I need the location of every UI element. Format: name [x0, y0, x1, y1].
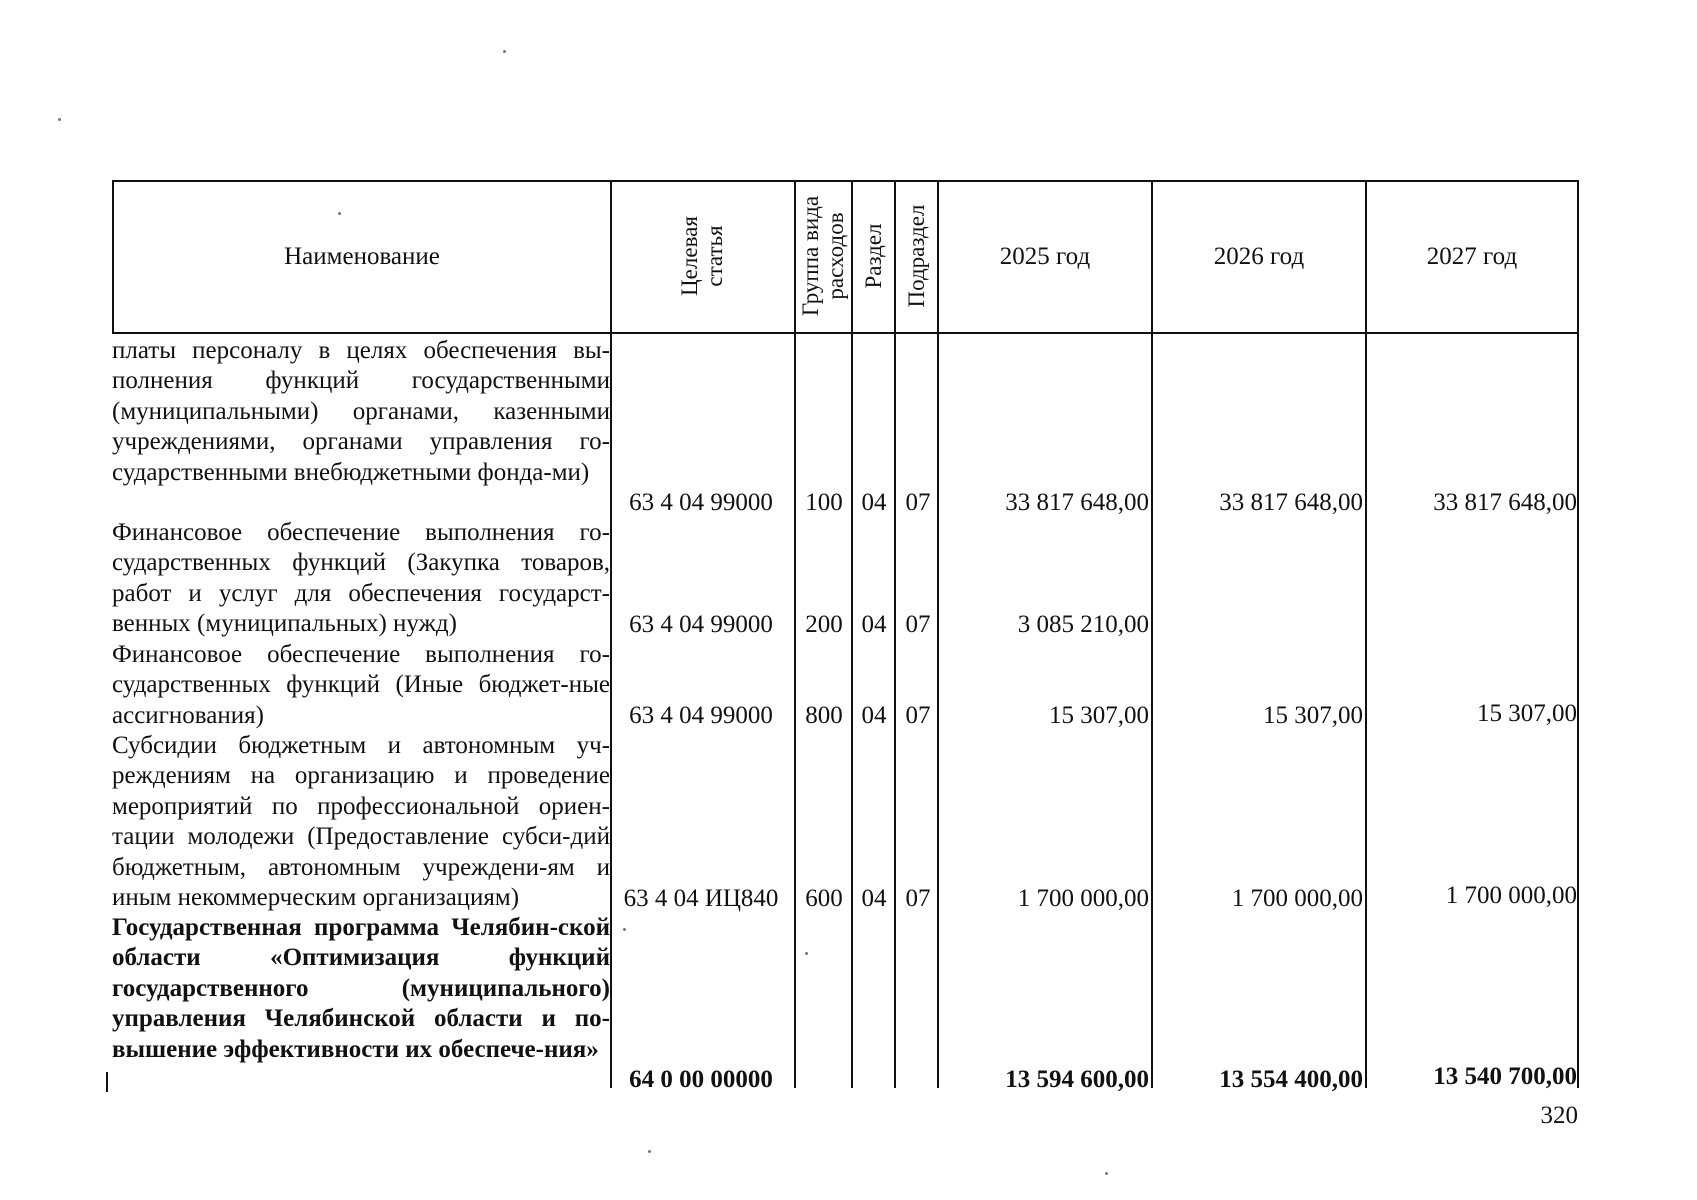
row-3-section: 04	[861, 702, 887, 729]
scan-speck	[623, 928, 626, 931]
page-number: 320	[1540, 1102, 1578, 1129]
scan-speck	[648, 1150, 651, 1153]
row-3-name: Финансовое обеспечение выполнения го-сударственных функций (Иные бюджет-ные ассигнования)	[112, 641, 610, 729]
row-1-y2025: 33 817 648,00	[1005, 489, 1149, 516]
row-5-y2026: 13 554 400,00	[1219, 1066, 1363, 1093]
row-1-section: 04	[861, 489, 887, 516]
header-target-article-text: Целевая статья	[677, 216, 727, 296]
header-target-article	[662, 196, 742, 316]
row-4-section: 04	[861, 885, 887, 912]
row-1-group: 100	[805, 489, 843, 516]
row-1-name: платы персоналу в целях обеспечения вы-полнения функций государственными (муниципальными) органами, казенными учреждениями, органами управления го-сударственными внебюджетными фонда-ми)	[112, 337, 610, 486]
scan-speck	[1105, 1172, 1108, 1175]
row-4-name: Субсидии бюджетным и автономным уч-реждениям на организацию и проведение мероприятий по профессиональной ориен-тации молодежи (Предоставление субси-дий бюджетным, автономным учреждени-ям и иным некоммерческим организациям)	[112, 732, 610, 912]
row-5-y2025: 13 594 600,00	[1005, 1066, 1149, 1093]
scan-speck	[58, 118, 61, 121]
row-3-group: 800	[805, 702, 843, 729]
row-4-y2026: 1 700 000,00	[1231, 885, 1363, 912]
table-right-border	[1577, 180, 1579, 1088]
row-2-name: Финансовое обеспечение выполнения го-сударственных функций (Закупка товаров, работ и услуг для обеспечения государст-венных (муниципальных) нужд)	[112, 519, 610, 638]
row-2-code: 63 4 04 99000	[629, 611, 773, 638]
header-year-2025: 2025 год	[999, 243, 1091, 270]
row-4-y2027: 1 700 000,00	[1445, 882, 1577, 909]
row-1-subsection: 07	[905, 489, 931, 516]
row-2-group: 200	[805, 611, 843, 638]
row-2-subsection: 07	[905, 611, 931, 638]
header-year-2027: 2027 год	[1426, 243, 1518, 270]
row-3-y2027: 15 307,00	[1477, 700, 1577, 727]
table-left-border-lower	[106, 1072, 108, 1092]
row-4-code: 63 4 04 ИЦ840	[623, 885, 779, 912]
row-3-subsection: 07	[905, 702, 931, 729]
header-section: Раздел	[860, 223, 886, 289]
row-5-name: Государственная программа Челябин-ской области «Оптимизация функций государственного (муниципального) управления Челябинской области и по-вышение эффективности их обеспече-ния»	[112, 914, 610, 1063]
row-3-code: 63 4 04 99000	[629, 702, 773, 729]
row-5-y2027: 13 540 700,00	[1433, 1063, 1577, 1090]
row-4-y2025: 1 700 000,00	[1017, 885, 1149, 912]
row-3-y2025: 15 307,00	[1049, 702, 1149, 729]
header-year-2026: 2026 год	[1213, 243, 1305, 270]
scan-speck	[338, 212, 341, 215]
header-expense-group-text: Группа вида расходов	[798, 195, 848, 317]
row-4-subsection: 07	[905, 885, 931, 912]
row-2-section: 04	[861, 611, 887, 638]
scan-speck	[503, 50, 506, 53]
row-3-y2026: 15 307,00	[1263, 702, 1363, 729]
row-2-y2025: 3 085 210,00	[1017, 611, 1149, 638]
row-1-code: 63 4 04 99000	[629, 489, 773, 516]
row-5-code: 64 0 00 00000	[629, 1066, 773, 1093]
row-4-group: 600	[805, 885, 843, 912]
row-1-y2026: 33 817 648,00	[1219, 489, 1363, 516]
scan-speck	[805, 952, 808, 955]
header-name: Наименование	[284, 243, 440, 270]
header-bottom-border	[112, 332, 1579, 334]
row-1-y2027: 33 817 648,00	[1433, 489, 1577, 516]
header-expense-group	[795, 181, 851, 331]
header-subsection: Подраздел	[903, 204, 929, 308]
